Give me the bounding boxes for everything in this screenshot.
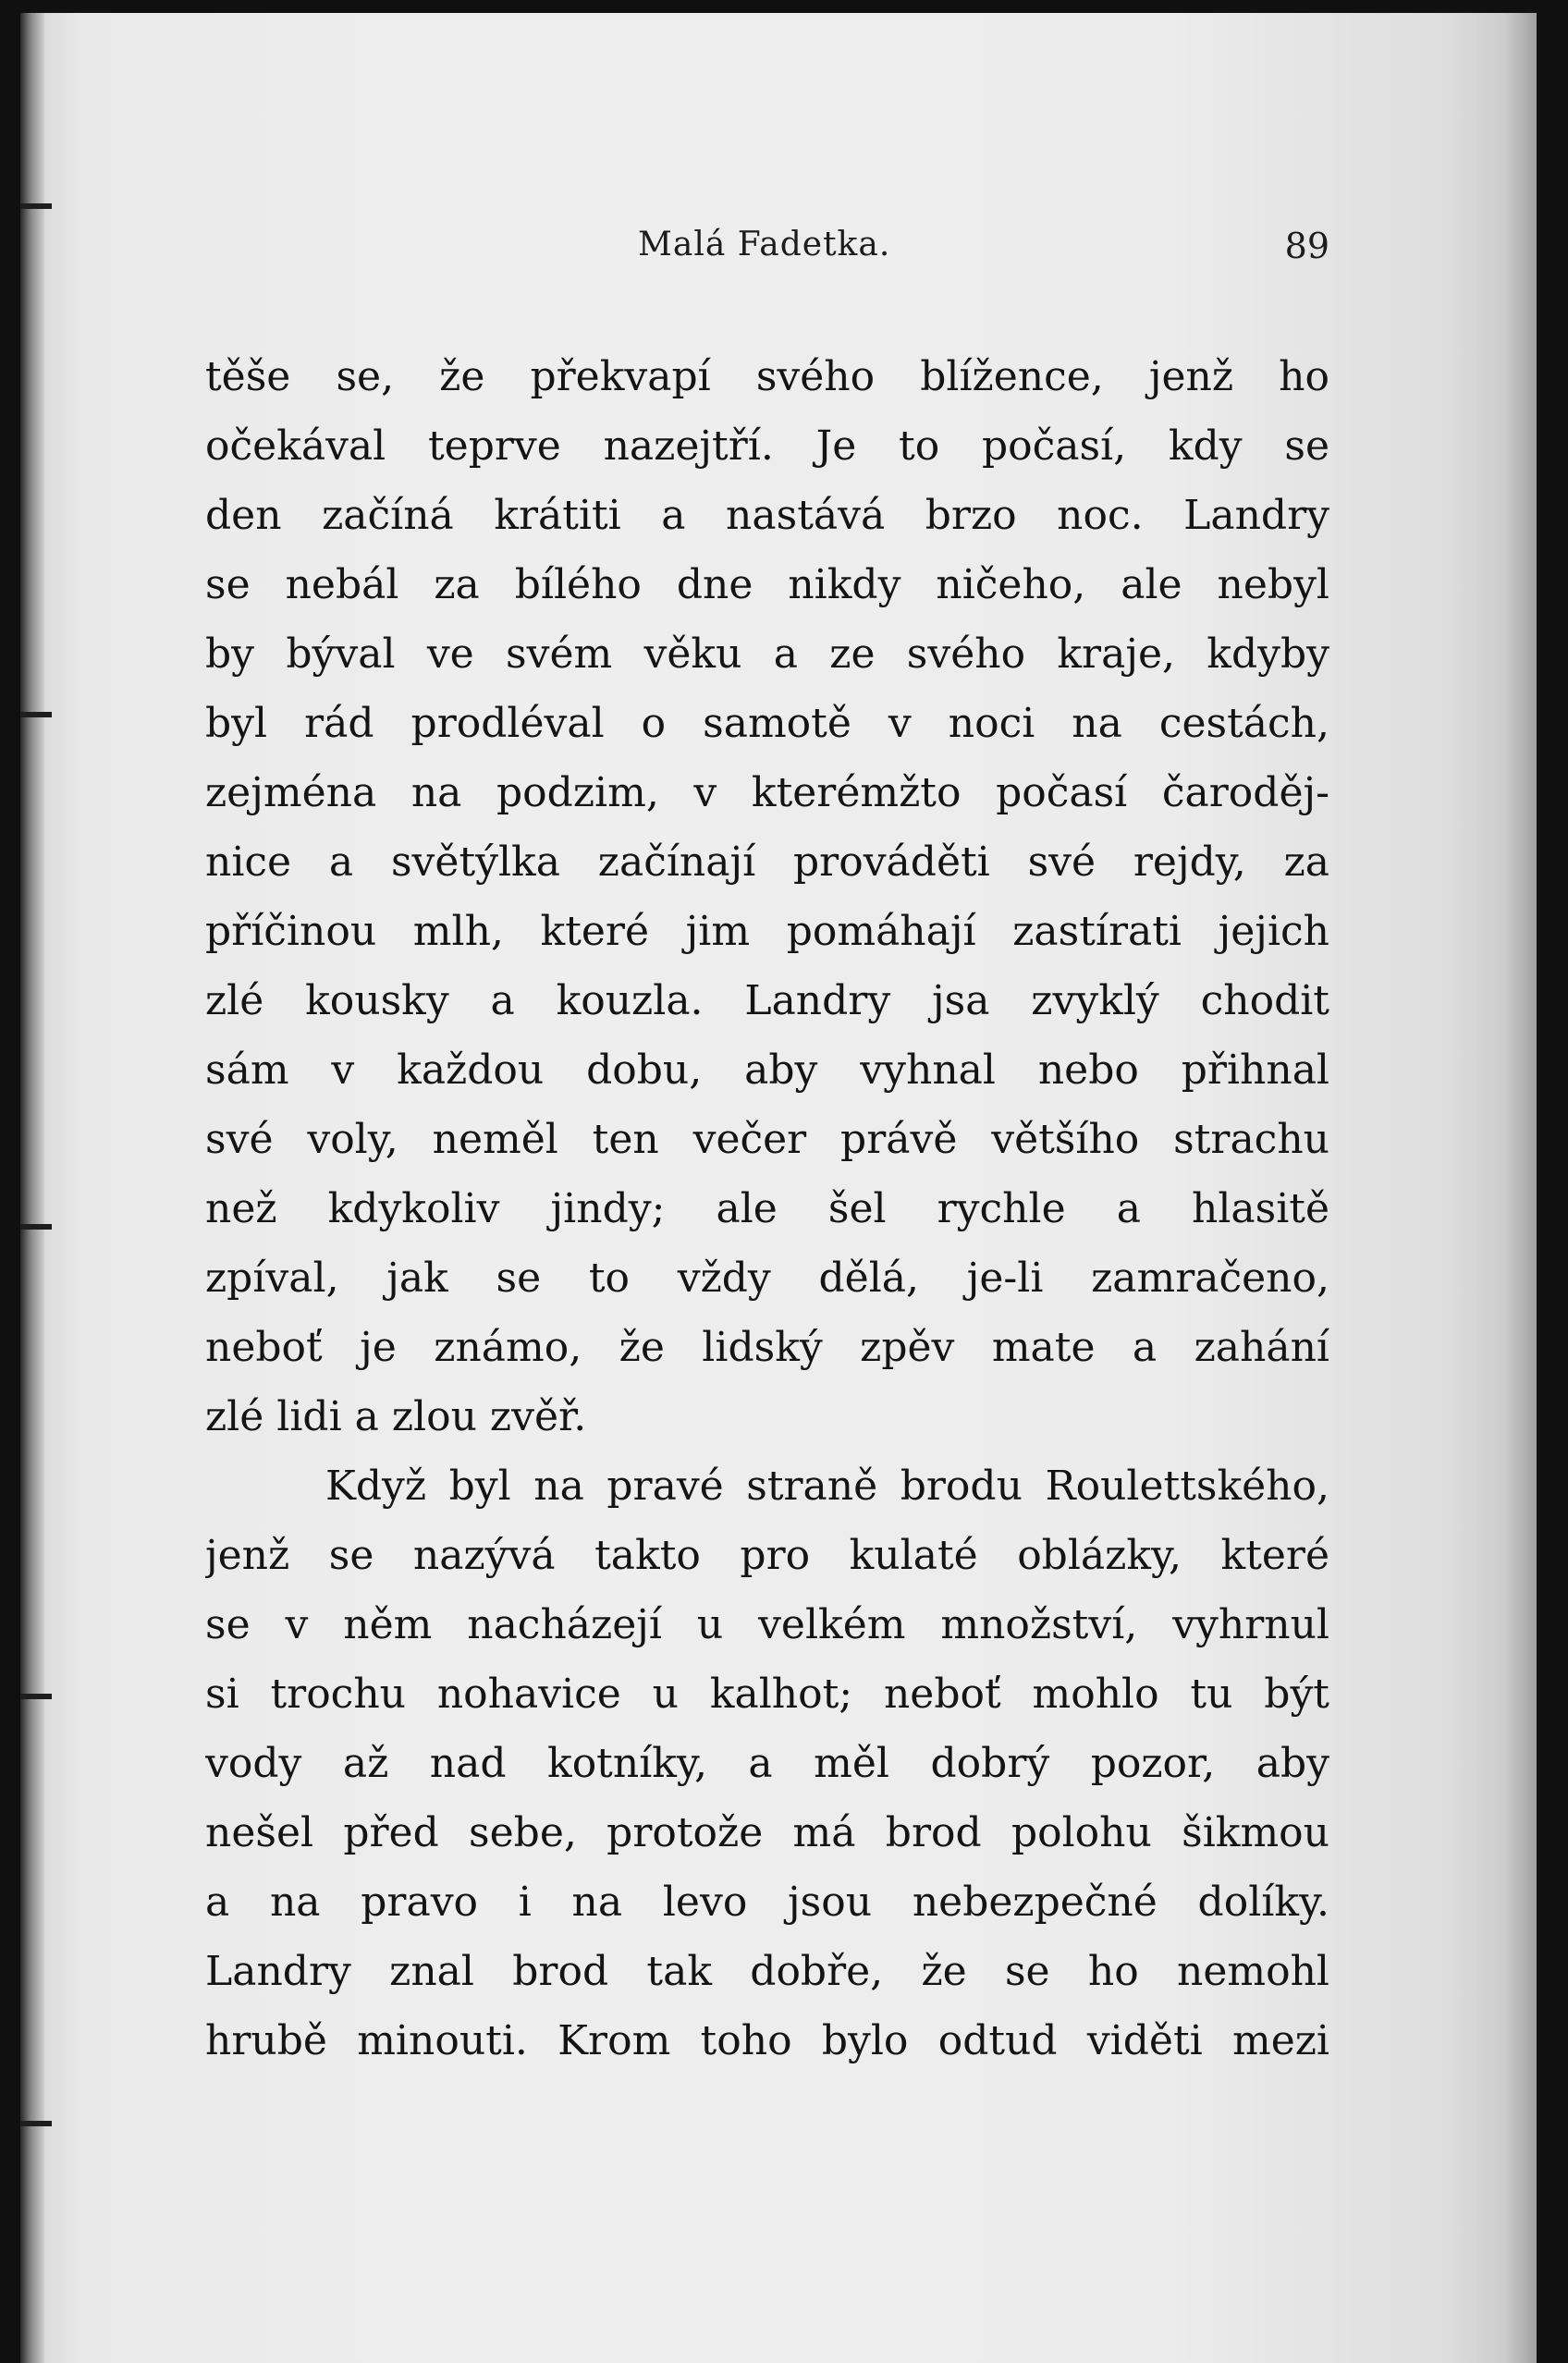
text-line: byl rád prodléval o samotě v noci na cestách, bbox=[205, 700, 1329, 747]
text-line: než kdykoliv jindy; ale šel rychle a hlasitě bbox=[205, 1185, 1329, 1232]
text-line: příčinou mlh, které jim pomáhají zastírati jejich bbox=[205, 908, 1329, 955]
text-line: očekával teprve nazejtří. Je to počasí, kdy se bbox=[205, 422, 1329, 470]
spine-stitch-mark bbox=[20, 712, 52, 717]
text-line: těše se, že překvapí svého blížence, jenž ho bbox=[205, 353, 1329, 400]
text-line: zlé lidi a zlou zvěř. bbox=[205, 1393, 587, 1440]
text-line: a na pravo i na levo jsou nebezpečné dolíky. bbox=[205, 1879, 1329, 1926]
running-title: Malá Fadetka. bbox=[638, 226, 891, 263]
text-line: den začíná krátiti a nastává brzo noc. Landry bbox=[205, 492, 1329, 539]
running-head bbox=[205, 226, 1329, 272]
book-page bbox=[20, 13, 1537, 2363]
body-text bbox=[205, 342, 1329, 2075]
book-spine bbox=[20, 13, 44, 2363]
paragraph-2 bbox=[205, 1451, 1329, 2075]
text-line: jenž se nazývá takto pro kulaté oblázky, které bbox=[205, 1532, 1329, 1579]
text-line: zlé kousky a kouzla. Landry jsa zvyklý chodit bbox=[205, 977, 1329, 1024]
text-line: se nebál za bílého dne nikdy ničeho, ale nebyl bbox=[205, 561, 1329, 608]
spine-stitch-mark bbox=[20, 1224, 52, 1230]
text-line: by býval ve svém věku a ze svého kraje, kdyby bbox=[205, 631, 1329, 678]
text-line: sám v každou dobu, aby vyhnal nebo přihnal bbox=[205, 1047, 1329, 1094]
text-line: zpíval, jak se to vždy dělá, je-li zamračeno, bbox=[205, 1255, 1329, 1302]
text-line: se v něm nacházejí u velkém množství, vyhrnul bbox=[205, 1601, 1329, 1648]
text-line: Landry znal brod tak dobře, že se ho nemohl bbox=[205, 1948, 1329, 1995]
text-line: nice a světýlka začínají prováděti své rejdy, za bbox=[205, 839, 1329, 886]
spine-stitch-mark bbox=[20, 1694, 52, 1699]
page-number: 89 bbox=[1284, 226, 1329, 266]
text-line: neboť je známo, že lidský zpěv mate a zahání bbox=[205, 1324, 1329, 1371]
text-line: hrubě minouti. Krom toho bylo odtud viděti mezi bbox=[205, 2017, 1329, 2064]
text-line: zejména na podzim, v kterémžto počasí čaroděj- bbox=[205, 769, 1329, 816]
text-line: Když byl na pravé straně brodu Roulettského, bbox=[325, 1463, 1329, 1510]
text-line: si trochu nohavice u kalhot; neboť mohlo tu být bbox=[205, 1671, 1329, 1718]
spine-stitch-mark bbox=[20, 203, 52, 209]
spine-stitch-mark bbox=[20, 2121, 52, 2126]
paragraph-1 bbox=[205, 342, 1329, 1451]
page-edge-shadow bbox=[1503, 13, 1537, 2363]
text-line: své voly, neměl ten večer právě většího strachu bbox=[205, 1116, 1329, 1163]
text-line: nešel před sebe, protože má brod polohu šikmou bbox=[205, 1809, 1329, 1856]
text-line: vody až nad kotníky, a měl dobrý pozor, aby bbox=[205, 1740, 1329, 1787]
